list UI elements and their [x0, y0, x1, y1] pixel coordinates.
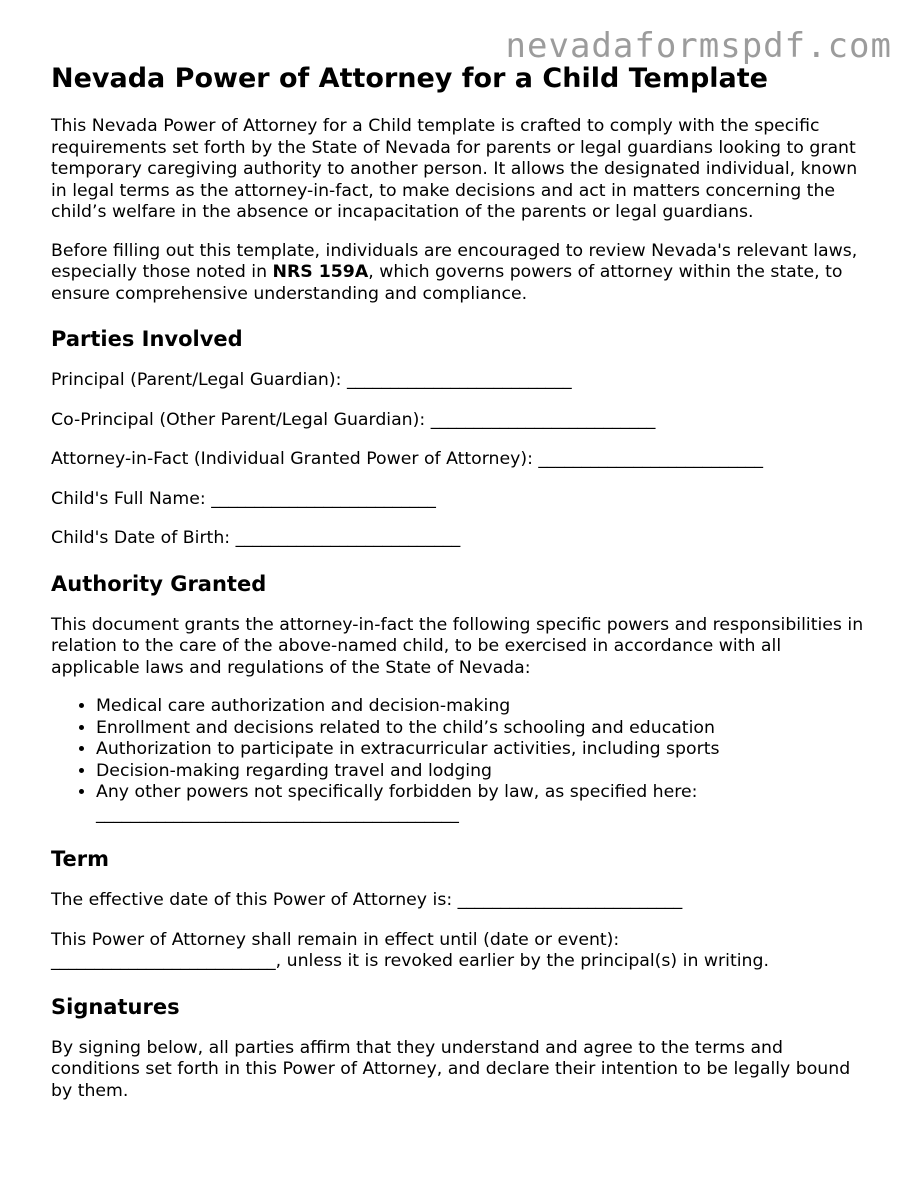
effective-date-label: The effective date of this Power of Attorney is:	[51, 890, 458, 910]
effective-date-blank[interactable]: __________________________	[457, 890, 683, 910]
section-heading-authority: Authority Granted	[51, 571, 267, 596]
child-dob-blank[interactable]: __________________________	[235, 528, 461, 548]
page-title: Nevada Power of Attorney for a Child Template	[51, 63, 768, 94]
other-powers-label: Any other powers not specifically forbidden by law, as specified here:	[96, 782, 698, 802]
intro-paragraph: This Nevada Power of Attorney for a Child template is crafted to comply with the specific requirements set forth by the State of Nevada for parents or legal guardians looking to grant temporary caregiving authority to another person. It allows the designated individual, known in legal terms as the attorney-in-fact, to make decisions and act in matters concerning the child’s welfare in the absence or incapacitation of the parents or legal guardians.	[51, 116, 858, 222]
attorney-in-fact-field[interactable]	[51, 449, 871, 471]
principal-blank[interactable]: __________________________	[346, 370, 572, 390]
list-item: • Decision-making regarding travel and lodging	[96, 761, 871, 783]
term-until-blank[interactable]: __________________________	[51, 951, 276, 971]
document-body	[51, 62, 871, 1102]
co-principal-field[interactable]	[51, 410, 871, 432]
laws-text-after: , which governs powers of attorney within the state, to ensure comprehensive understanding and compliance.	[51, 262, 843, 304]
co-principal-blank[interactable]: __________________________	[430, 409, 656, 430]
powers-list	[51, 696, 871, 825]
list-item	[96, 782, 871, 825]
attorney-in-fact-label: Attorney-in-Fact (Individual Granted Power of Attorney):	[51, 449, 539, 469]
attorney-in-fact-blank[interactable]: __________________________	[538, 449, 764, 469]
child-name-field[interactable]	[51, 489, 871, 511]
section-heading-parties: Parties Involved	[51, 327, 243, 351]
laws-text-before: Before filling out this template, individuals are encouraged to review Nevada's relevant laws, especially those noted in	[51, 240, 858, 282]
term-until-paragraph	[51, 930, 871, 973]
section-heading-signatures: Signatures	[51, 994, 180, 1019]
effective-date-field[interactable]	[51, 890, 871, 912]
term-until-tail: , unless it is revoked earlier by the principal(s) in writing.	[275, 951, 769, 971]
list-item: • Medical care authorization and decision-making	[96, 696, 871, 718]
co-principal-label: Co-Principal (Other Parent/Legal Guardian):	[51, 409, 431, 430]
laws-paragraph	[51, 241, 871, 306]
principal-field[interactable]	[51, 370, 871, 392]
authority-intro: This document grants the attorney-in-fact the following specific powers and responsibilities in relation to the care of the above-named child, to be exercised in accordance with all applicable laws and regulations of the State of Nevada:	[51, 614, 864, 678]
child-name-blank[interactable]: __________________________	[211, 488, 436, 509]
principal-label: Principal (Parent/Legal Guardian):	[51, 370, 347, 390]
child-dob-field[interactable]	[51, 528, 871, 550]
term-until-label: This Power of Attorney shall remain in effect until (date or event):	[51, 929, 620, 950]
list-item: • Enrollment and decisions related to the child’s schooling and education	[96, 718, 871, 740]
list-item: • Authorization to participate in extracurricular activities, including sports	[96, 739, 871, 761]
child-dob-label: Child's Date of Birth:	[51, 528, 236, 548]
watermark: nevadaformspdf.com	[505, 26, 892, 66]
signatures-paragraph: By signing below, all parties affirm that they understand and agree to the terms and conditions set forth in this Power of Attorney, and declare their intention to be legally bound by them.	[51, 1037, 851, 1101]
child-name-label: Child's Full Name:	[51, 488, 212, 509]
other-powers-blank[interactable]: __________________________________________	[96, 803, 459, 824]
statute-reference: NRS 159A	[272, 262, 369, 282]
section-heading-term: Term	[51, 847, 110, 871]
